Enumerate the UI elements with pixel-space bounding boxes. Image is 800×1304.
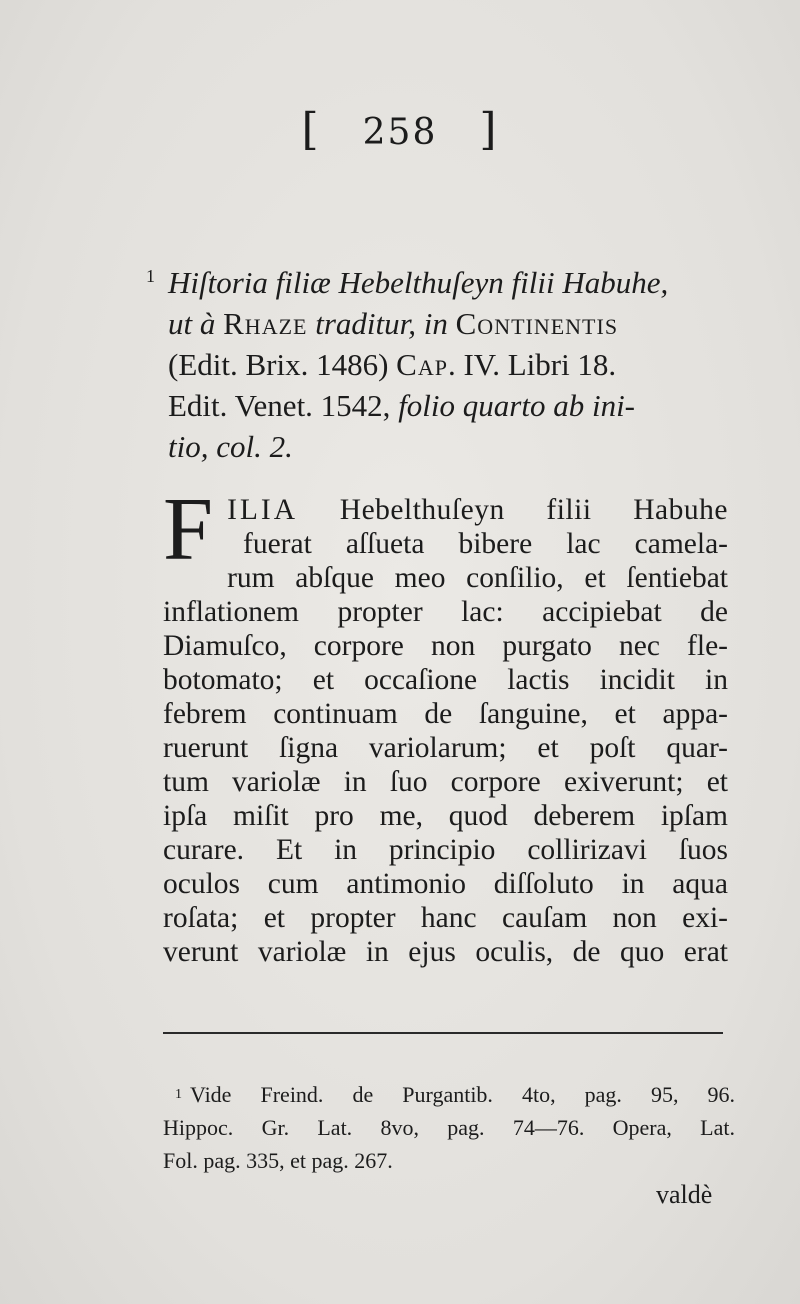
reference-text: (Edit. Brix. 1486)	[168, 347, 397, 382]
main-text	[163, 480, 728, 969]
footnote-lines	[163, 1078, 735, 1177]
reference-text: Rhaze	[223, 306, 308, 341]
source-reference	[146, 262, 758, 467]
reference-line	[168, 385, 758, 426]
reference-marker: 1	[146, 266, 155, 286]
body-lines	[163, 527, 728, 969]
body-line: oculos cum antimonio diſſoluto in aqua	[163, 868, 728, 900]
body-line: botomato; et occaſione lactis incidit in	[163, 664, 728, 696]
first-line-rest: Hebelthuſeyn filii Habuhe	[298, 494, 728, 526]
reference-line	[168, 262, 758, 303]
reference-text: Hiſtoria filiæ Hebelthuſeyn filii Habuhe,	[168, 265, 669, 300]
body-first-line	[163, 493, 728, 527]
reference-line	[168, 426, 758, 467]
body-line: inflationem propter lac: accipiebat de	[163, 596, 728, 628]
reference-text: . IV. Libri 18.	[447, 347, 617, 382]
body-line: roſata; et propter hanc cauſam non exi-	[163, 902, 728, 934]
body-line: verunt variolæ in ejus oculis, de quo erat	[163, 936, 728, 968]
first-word-caps: ILIA	[227, 494, 299, 526]
left-bracket: [	[301, 104, 321, 155]
body-line: tum variolæ in ſuo corpore exiverunt; et	[163, 766, 728, 798]
reference-lines	[168, 262, 758, 467]
reference-text: folio quarto ab ini-	[398, 388, 636, 423]
body-line: Diamuſco, corpore non purgato nec fle-	[163, 630, 728, 662]
reference-line	[168, 344, 758, 385]
reference-text: tio, col. 2.	[168, 429, 293, 464]
reference-line	[168, 303, 758, 344]
reference-text: Cap	[396, 347, 448, 382]
reference-text: ut à	[168, 306, 224, 341]
footnote-line	[163, 1144, 735, 1177]
body-line: ipſa miſit pro me, quod deberem ipſam	[163, 800, 728, 832]
footnote-marker: 1	[175, 1087, 182, 1102]
right-bracket: ]	[479, 104, 499, 155]
footnote	[163, 1078, 735, 1177]
footnote-rule	[163, 1032, 723, 1034]
body-line: ruerunt ſigna variolarum; et poſt quar-	[163, 732, 728, 764]
body-line: curare. Et in principio collirizavi ſuos	[163, 834, 728, 866]
body-line: rum abſque meo conſilio, et ſentiebat	[227, 562, 728, 594]
reference-text: Edit. Venet. 1542,	[168, 388, 399, 423]
body-line: febrem continuam de ſanguine, et appa-	[163, 698, 728, 730]
page-number-header	[0, 104, 800, 155]
drop-cap: F	[163, 480, 214, 579]
catchword: valdè	[656, 1180, 713, 1209]
footnote-text: Vide Freind. de Purgantib. 4to, pag. 95, 96.	[190, 1082, 735, 1107]
footnote-text: Hippoc. Gr. Lat. 8vo, pag. 74—76. Opera, Lat.	[163, 1115, 735, 1140]
footnote-text: Fol. pag. 335, et pag. 267.	[163, 1148, 393, 1173]
reference-text: Continentis	[455, 306, 619, 341]
page-number: 258	[362, 112, 438, 153]
body-line: fuerat aſſueta bibere lac camela-	[243, 528, 728, 560]
reference-text: traditur, in	[307, 306, 456, 341]
footnote-line	[163, 1111, 735, 1144]
footnote-line	[163, 1078, 735, 1111]
